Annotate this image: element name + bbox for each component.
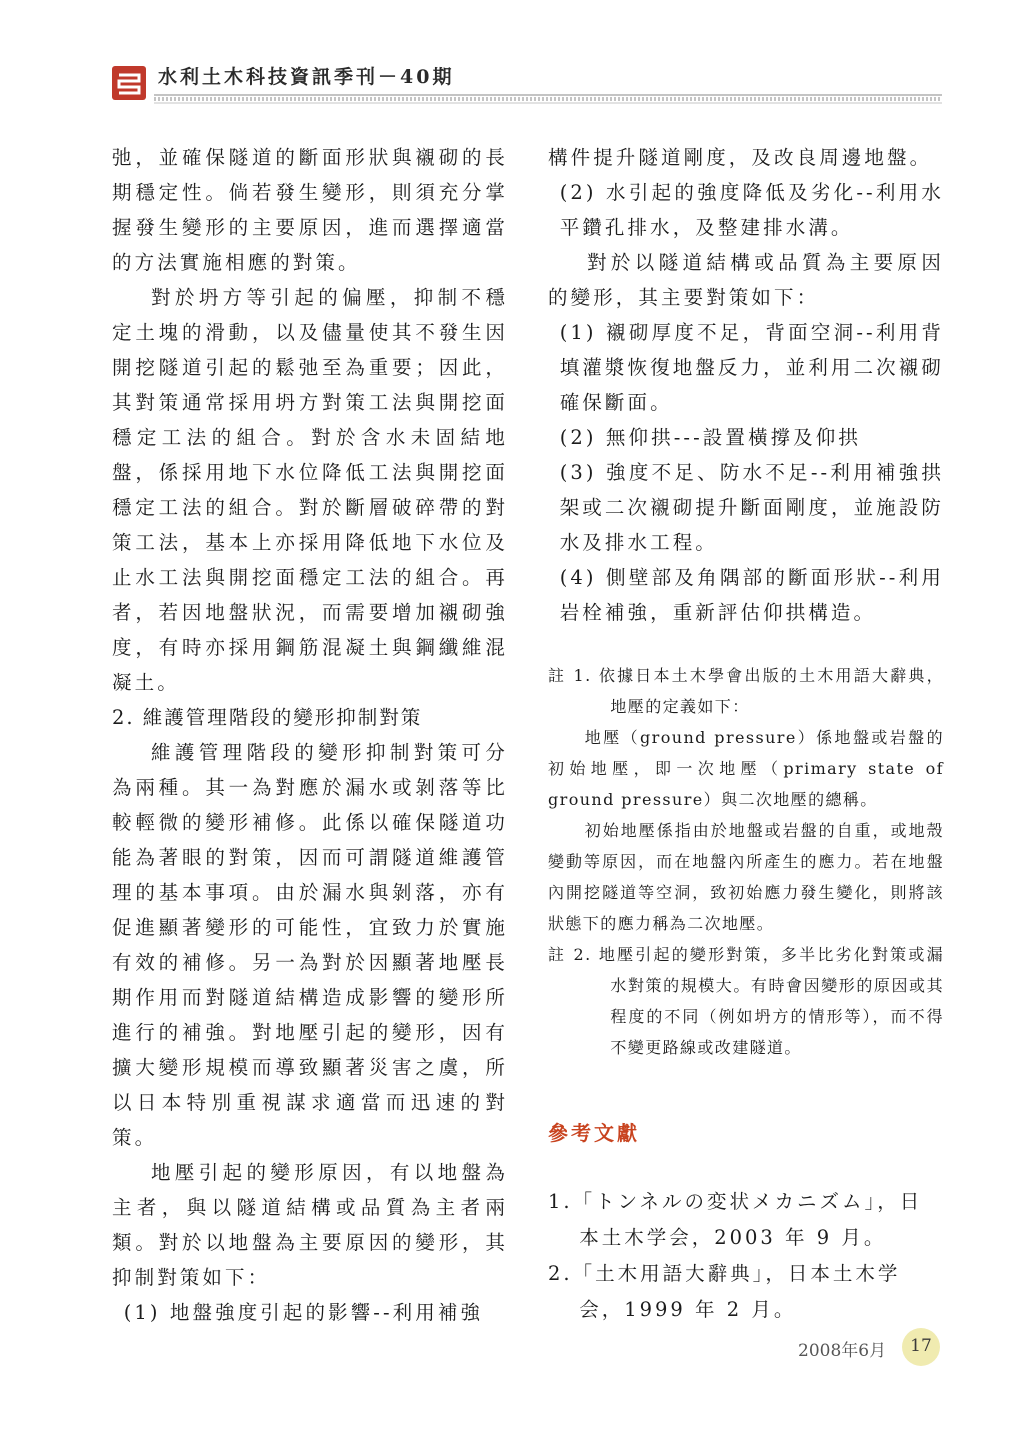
list-item: (1) 地盤強度引起的影響--利用補強 [123,1301,484,1324]
issue-date: 2008年6月 [798,1341,887,1361]
right-column [548,140,944,1328]
footnote-paragraph: 地壓（ground pressure）係地盤或岩盤的初始地壓，即一次地壓（primary state of ground pressure）與二次地壓的總稱。 [548,728,944,809]
references-list [548,1184,944,1328]
journal-title: 水利土木科技資訊季刊－40期 [158,66,455,88]
footnote-paragraph: 初始地壓係指由於地盤或岩盤的自重，或地殼變動等原因，而在地盤內所產生的應力。若在地盤內開挖隧道等空洞，致初始應力發生變化，則將該狀態下的應力稱為二次地壓。 [548,821,944,933]
paragraph: 弛，並確保隧道的斷面形狀與襯砌的長期穩定性。倘若發生變形，則須充分掌握發生變形的主要原因，進而選擇適當的方法實施相應的對策。 [112,146,508,274]
header-rule [154,94,942,104]
reference-item: 2.「土木用語大辭典」，日本土木学会，1999 年 2 月。 [548,1262,901,1321]
footnotes [548,660,944,1063]
list-item: (3) 強度不足、防水不足--利用補強拱架或二次襯砌提升斷面剛度，並施設防水及排水工程。 [559,461,944,554]
left-column [112,140,508,1330]
list-item-continuation: 構件提升隧道剛度，及改良周邊地盤。 [548,146,933,169]
paragraph: 維護管理階段的變形抑制對策可分為兩種。其一為對應於漏水或剝落等比較輕微的變形補修。此係以確保隧道功能為著眼的對策，因而可謂隧道維護管理的基本事項。由於漏水與剝落，亦有促進顯著變形的可能性，宜致力於實施有效的補修。另一為對於因顯著地壓長期作用而對隧道結構造成影響的變形所進行的補強。對地壓引起的變形，因有擴大變形規模而導致顯著災害之虞，所以日本特別重視謀求適當而迅速的對策。 [112,741,508,1149]
list-item: (1) 襯砌厚度不足，背面空洞--利用背填灌漿恢復地盤反力，並利用二次襯砌確保斷面。 [559,321,944,414]
section-heading: 2. 維護管理階段的變形抑制對策 [112,706,423,729]
journal-logo-icon [112,66,146,100]
footnote: 註 2. 地壓引起的變形對策，多半比劣化對策或漏水對策的規模大。有時會因變形的原因或其程度的不同（例如坍方的情形等），而不得不變更路線或改建隧道。 [548,945,944,1057]
paragraph: 對於以隧道結構或品質為主要原因的變形，其主要對策如下： [548,251,944,309]
reference-item: 1.「トンネルの変状メカニズム」，日本土木学会，2003 年 9 月。 [548,1190,923,1249]
footnote: 註 1. 依據日本土木學會出版的土木用語大辭典，地壓的定義如下： [548,666,944,716]
list-item: (2) 水引起的強度降低及劣化--利用水平鑽孔排水，及整建排水溝。 [559,181,944,239]
paragraph: 對於坍方等引起的偏壓，抑制不穩定土塊的滑動，以及儘量使其不發生因開挖隧道引起的鬆弛至為重要；因此，其對策通常採用坍方對策工法與開挖面穩定工法的組合。對於含水未固結地盤，係採用地下水位降低工法與開挖面穩定工法的組合。對於斷層破碎帶的對策工法，基本上亦採用降低地下水位及止水工法與開挖面穩定工法的組合。再者，若因地盤狀況，而需要增加襯砌強度，有時亦採用鋼筋混凝土與鋼纖維混凝土。 [112,286,508,694]
page-header [0,0,1024,110]
page-number: 17 [910,1336,932,1356]
references-heading: 參考文獻 [548,1121,640,1145]
paragraph: 地壓引起的變形原因，有以地盤為主者，與以隧道結構或品質為主者兩類。對於以地盤為主要原因的變形，其抑制對策如下： [112,1161,508,1289]
list-item: (4) 側壁部及角隅部的斷面形狀--利用岩栓補強，重新評估仰拱構造。 [559,566,944,624]
list-item: (2) 無仰拱---設置橫撐及仰拱 [559,426,861,449]
